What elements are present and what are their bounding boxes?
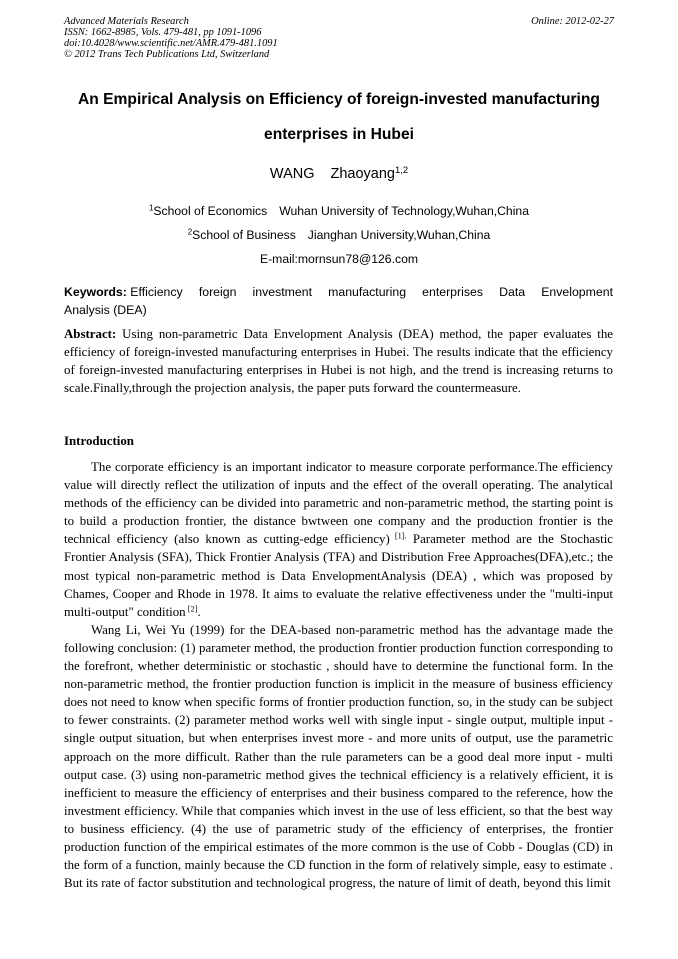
keyword-1: Efficiency: [130, 285, 183, 299]
journal-name: Advanced Materials Research: [64, 16, 189, 27]
keyword-7: Envelopment: [541, 285, 613, 299]
keywords-tail: Analysis (DEA): [64, 303, 147, 317]
intro-paragraph-1: [64, 458, 613, 621]
citation-2[interactable]: [2]: [185, 604, 198, 614]
paper-title-line-1: An Empirical Analysis on Efficiency of foreign-invested manufacturing: [78, 91, 600, 108]
abstract-label: Abstract:: [64, 327, 117, 341]
citation-1[interactable]: [1].: [389, 531, 407, 541]
paper-title-line-2: enterprises in Hubei: [264, 126, 414, 143]
affiliation-1-inst: Wuhan University of Technology,Wuhan,China: [279, 204, 529, 218]
keyword-6: Data: [499, 285, 526, 299]
affiliation-1: [0, 204, 678, 218]
intro-p1-part-b: Parameter method are the Stochastic Frontier Analysis (SFA), Thick Frontier Analysis (TFA) and Distribution Free Approaches(DFA),etc.; the most typical non-parametric method is Data EnvelopmentAnalysis (DEA) , which was proposed by Chames, Cooper and Rhode in 1978. It aims to evaluate the relative effectiveness under the "multi-input multi-output" condition: [64, 532, 614, 619]
author-email: E-mail:mornsun78@126.com: [259, 252, 418, 266]
affiliation-1-mark: 1: [149, 203, 154, 213]
issn-line: ISSN: 1662-8985, Vols. 479-481, pp 1091-1096: [64, 27, 262, 38]
abstract-text: Using non-parametric Data Envelopment Analysis (DEA) method, the paper evaluates the efficiency of foreign-invested manufacturing enterprises in Hubei. The results indicate that the efficiency of foreign-invested manufacturing enterprises in Hubei is not high, and the trend is increasing returns to scale.Finally,through the projection analysis, the paper puts forward the countermeasure.: [64, 327, 613, 396]
keyword-3: investment: [252, 285, 312, 299]
introduction-body: [64, 458, 613, 892]
keywords-block: [64, 283, 613, 319]
author-affiliation-marks: 1,2: [395, 163, 409, 175]
keyword-5: enterprises: [422, 285, 483, 299]
abstract-block: [64, 325, 613, 397]
affiliation-2-inst: Jianghan University,Wuhan,China: [307, 228, 491, 242]
affiliation-1-dept: School of Economics: [153, 204, 268, 218]
affiliation-2-dept: School of Business: [192, 228, 296, 242]
online-date: Online: 2012-02-27: [531, 16, 614, 27]
keyword-4: manufacturing: [328, 285, 407, 299]
keyword-2: foreign: [198, 285, 237, 299]
doi-line: doi:10.4028/www.scientific.net/AMR.479-481.1091: [64, 38, 278, 49]
keywords-label: Keywords:: [64, 285, 127, 299]
author-given-name: Zhaoyang: [330, 166, 395, 182]
affiliation-2: [0, 228, 678, 242]
affiliation-2-mark: 2: [187, 227, 193, 237]
introduction-heading: Introduction: [64, 434, 134, 448]
author-line: [0, 163, 678, 182]
author-surname: WANG: [269, 166, 315, 182]
intro-p1-part-c: .: [197, 604, 201, 619]
copyright-line: © 2012 Trans Tech Publications Ltd, Switzerland: [64, 49, 270, 60]
intro-p1-part-a: The corporate efficiency is an important indicator to measure corporate performance.The efficiency value will directly reflect the utilization of inputs and the effect of the overall operating. The analytical methods of the efficiency can be divided into parametric and non-parametric method, the starting point is to build a production frontier, the distance bwtween one company and the production frontier is the technical efficiency (also known as cutting-edge efficiency): [64, 460, 613, 547]
intro-paragraph-2: Wang Li, Wei Yu (1999) for the DEA-based non-parametric method has the advantage made the following conclusion: (1) parameter method, the production frontier production function corresponding to the forefront, whether deterministic or stochastic , should have to determine the functional form. In the non-parametric method, the frontier production function is implicit in the measure of business efficiency does not need to know when specific forms of frontier production function, so, in the study can be subject to fewer constraints. (2) parameter method works well with single input - single output, multiple input - single output situation, but when enterprises invest more - and more units of output, use the parametric approach on the more difficult. Rather than the rule parameters can be a good deal more input - multi output case. (3) using non-parametric method gives the technical efficiency is a relatively efficient, it is inefficient to measure the efficiency of enterprises and their business compared to the reference, how the investment efficiency. While that companies which invest in the use of less efficient, so that the best way to business efficiency. (4) the use of parametric study of the efficiency of enterprises, the frontier production function of the empirical estimates of the more common is the use of Cobb - Douglas (CD) in the form of a function, mainly because the CD function in the form of relatively simple, easy to estimate . But its rate of factor substitution and technological progress, the nature of limit of death, beyond this limit: [64, 622, 613, 891]
